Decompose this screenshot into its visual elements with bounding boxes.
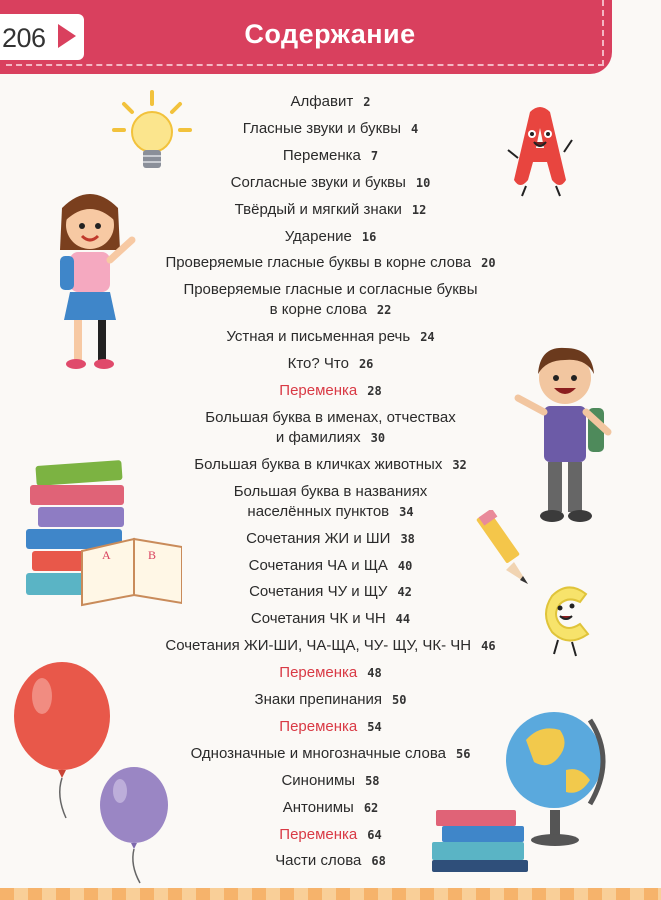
- toc-entry-title: Антонимы: [282, 798, 354, 816]
- toc-entry-title: Кто? Что: [287, 355, 349, 373]
- boy-character-icon: [510, 340, 620, 530]
- toc-entry-title: Переменка: [279, 664, 358, 682]
- letter-a-character-icon: [500, 100, 580, 200]
- toc-entry-title: и фамилиях: [275, 428, 361, 446]
- page-number: 206: [2, 23, 46, 53]
- toc-entry-title: Сочетания ЧК и ЧН: [250, 610, 386, 628]
- toc-entry-page-number: 22: [376, 303, 392, 318]
- light-bulb-icon: [112, 90, 192, 190]
- toc-entry-page-number: 30: [370, 430, 386, 445]
- toc-entry-title: Большая буква в кличках животных: [194, 455, 443, 473]
- toc-entry-title: Устная и письменная речь: [226, 328, 411, 346]
- toc-entry-title: Переменка: [279, 382, 358, 399]
- toc-entry-title: Проверяемые гласные буквы в корне слова: [165, 254, 472, 272]
- toc-entry-page-number: 4: [410, 121, 419, 136]
- toc-entry-page-number: 44: [395, 612, 411, 627]
- toc-entry-page-number: 12: [411, 202, 427, 217]
- toc-entry-page-number: 42: [397, 585, 412, 600]
- toc-entry-title: Большая буква в названиях: [233, 482, 428, 500]
- toc-entry-page-number: 28: [367, 384, 382, 398]
- toc-entry-title: Синонимы: [281, 771, 356, 789]
- toc-entry-title: Части слова: [275, 852, 362, 870]
- toc-entry-title: Однозначные и многозначные слова: [190, 744, 446, 762]
- toc-entry-title: Твёрдый и мягкий знаки: [234, 200, 402, 218]
- toc-entry-title: Переменка: [279, 825, 358, 843]
- toc-entry-page-number: 40: [397, 558, 413, 573]
- toc-entry-title: Знаки препинания: [254, 691, 383, 708]
- book-letter-a: А: [102, 548, 111, 562]
- toc-entry-page-number: 54: [367, 719, 382, 734]
- toc-entry-page-number: 62: [363, 800, 379, 815]
- toc-entry-page-number: 26: [358, 357, 374, 372]
- page-title: Содержание: [244, 19, 416, 49]
- toc-entry-title: Алфавит: [290, 93, 354, 110]
- toc-entry-page-number: 64: [367, 827, 382, 842]
- toc-entry-title: Сочетания ЧА и ЩА: [248, 556, 388, 574]
- toc-entry-title: Сочетания ЧУ и ЩУ: [249, 583, 388, 601]
- toc-entry-page-number: 7: [370, 148, 379, 163]
- pencil-icon: [476, 510, 536, 590]
- toc-entry-title: Большая буква в именах, отчествах: [205, 408, 456, 426]
- toc-entry-page-number: 68: [371, 854, 386, 869]
- toc-entry-title: в корне слова: [269, 301, 367, 319]
- purple-balloon-icon: [96, 765, 176, 885]
- toc-entry-page-number: 34: [399, 504, 414, 519]
- toc-entry-page-number: 20: [481, 256, 496, 271]
- toc-entry-page-number: 24: [420, 330, 435, 345]
- books-stack-icon: [22, 455, 182, 615]
- toc-entry-page-number: 16: [361, 229, 377, 244]
- toc-entry-page-number: 50: [392, 693, 407, 707]
- toc-entry-title: Сочетания ЖИ-ШИ, ЧА-ЩА, ЧУ- ЩУ, ЧК- ЧН: [165, 637, 472, 655]
- toc-entry-title: Проверяемые гласные и согласные буквы: [183, 281, 478, 299]
- bottom-decorative-stripe: [0, 888, 661, 900]
- toc-entry-page-number: 2: [363, 95, 371, 109]
- toc-entry-title: Сочетания ЖИ и ШИ: [246, 529, 391, 547]
- toc-entry-title: Гласные звуки и буквы: [242, 119, 401, 137]
- toc-entry-page-number: 38: [400, 531, 415, 546]
- toc-entry-page-number: 56: [455, 746, 471, 761]
- toc-entry-title: Ударение: [284, 227, 352, 245]
- toc-entry-title: Согласные звуки и буквы: [230, 173, 406, 191]
- globe-and-books-icon: [430, 700, 630, 880]
- girl-character-icon: [40, 180, 140, 380]
- toc-entry-page-number: 48: [367, 666, 382, 681]
- toc-entry-page-number: 32: [452, 457, 467, 472]
- toc-entry-title: Переменка: [282, 146, 361, 164]
- toc-entry-page-number: 10: [415, 175, 431, 190]
- toc-entry-page-number: 46: [481, 639, 496, 654]
- toc-entry-title: населённых пунктов: [247, 502, 390, 520]
- toc-entry-page-number: 58: [365, 773, 380, 788]
- letter-c-character-icon: [538, 580, 598, 660]
- toc-entry-title: Переменка: [279, 717, 358, 735]
- book-letter-b: В: [148, 548, 157, 562]
